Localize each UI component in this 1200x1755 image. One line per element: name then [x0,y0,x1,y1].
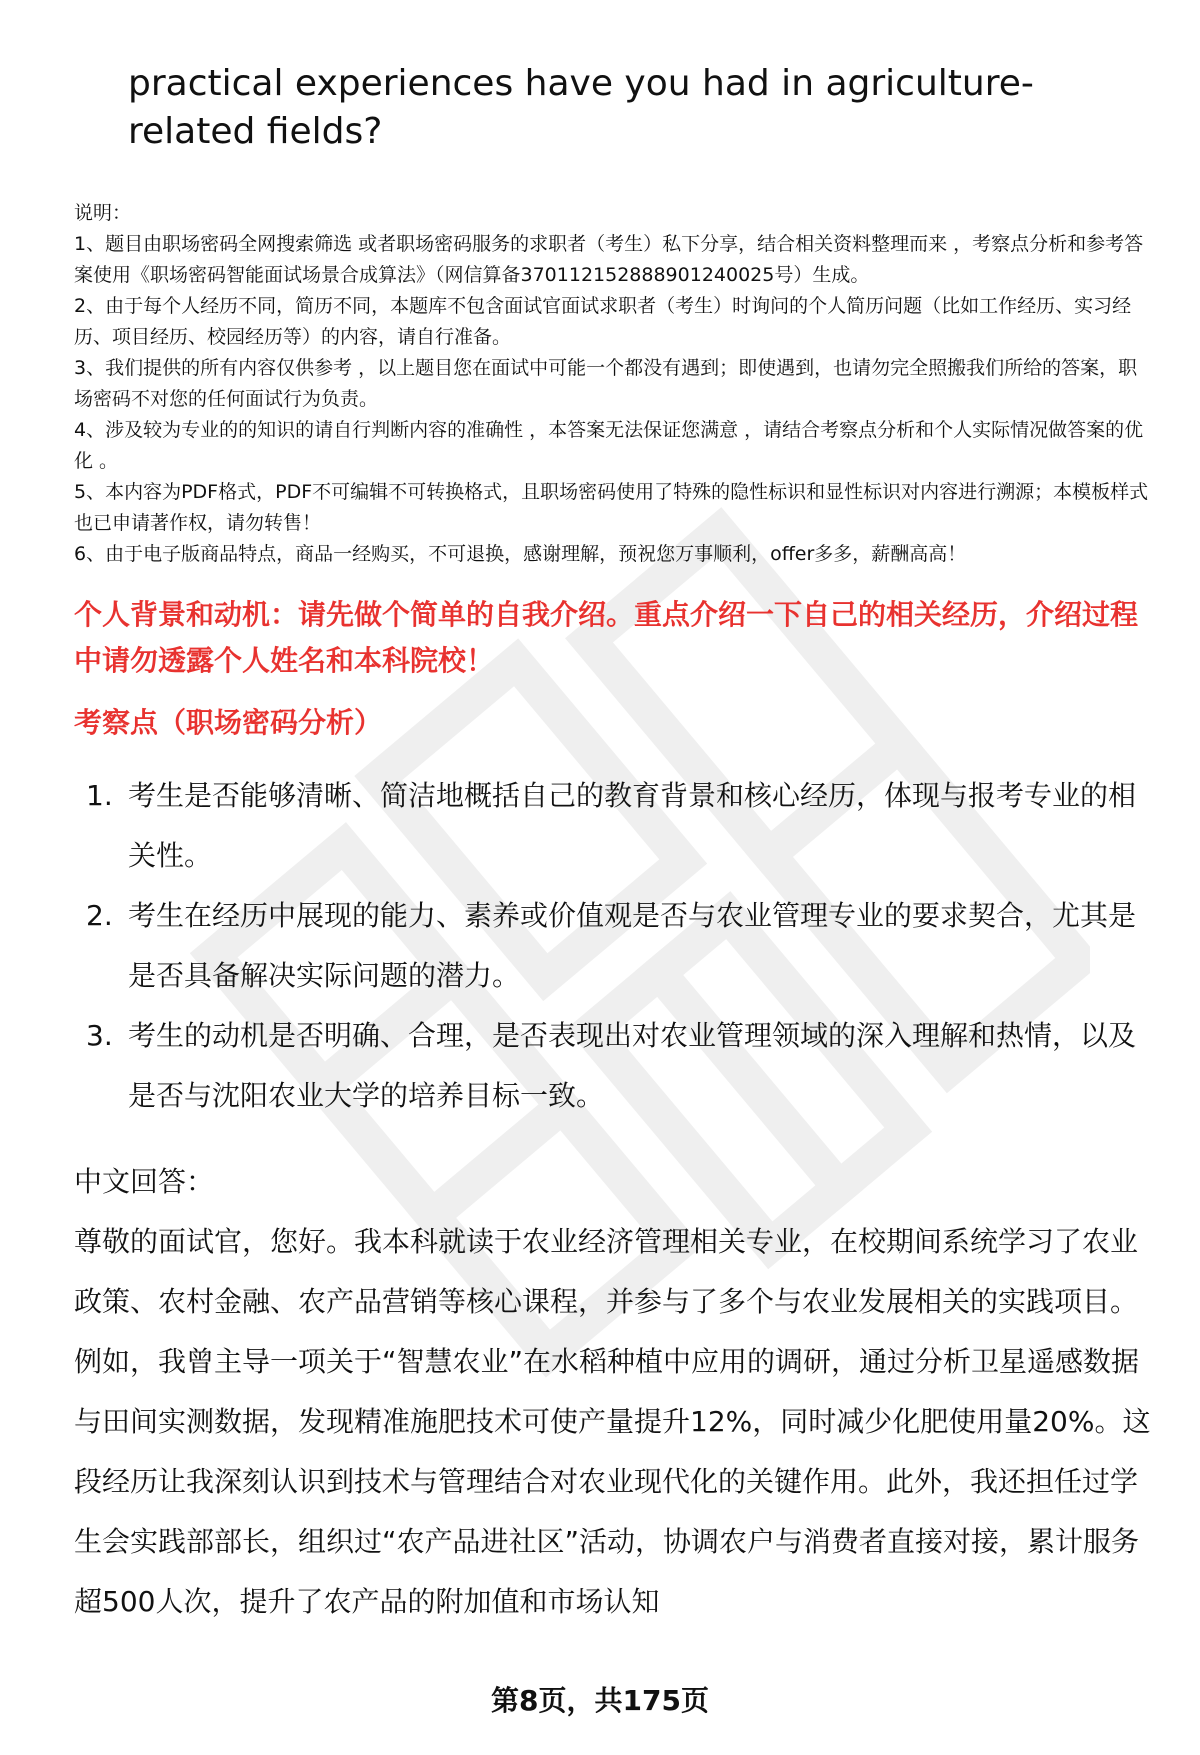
intro-question-text: practical experiences have you had in agriculture-related fields? [128,63,1034,152]
analysis-point [74,886,1154,1006]
point-number: 3. [86,1019,113,1052]
question-heading: 个人背景和动机：请先做个简单的自我介绍。重点介绍一下自己的相关经历，介绍过程中请勿透露个人姓名和本科院校！ [74,598,1139,677]
note-item: 4、涉及较为专业的的知识的请自行判断内容的准确性 ，本答案无法保证您满意 ，请结合考察点分析和个人实际情况做答案的优化 。 [74,419,1144,472]
analysis-point [74,1006,1154,1126]
point-number: 2. [86,899,113,932]
note-item: 6、由于电子版商品特点，商品一经购买，不可退换，感谢理解，预祝您万事顺利，offer多多，薪酬高高！ [74,543,967,565]
answer-body: 尊敬的面试官，您好。我本科就读于农业经济管理相关专业，在校期间系统学习了农业政策、农村金融、农产品营销等核心课程，并参与了多个与农业发展相关的实践项目。例如，我曾主导一项关于“智慧农业”在水稻种植中应用的调研，通过分析卫星遥感数据与田间实测数据，发现精准施肥技术可使产量提升12%，同时减少化肥使用量20%。这段经历让我深刻认识到技术与管理结合对农业现代化的关键作用。此外，我还担任过学生会实践部部长，组织过“农产品进社区”活动，协调农户与消费者直接对接，累计服务超500人次，提升了农产品的附加值和市场认知 [74,1225,1151,1618]
point-text: 考生的动机是否明确、合理，是否表现出对农业管理领域的深入理解和热情，以及是否与沈阳农业大学的培养目标一致。 [128,1019,1137,1112]
notes-section [74,198,1154,570]
note-item: 2、由于每个人经历不同，简历不同，本题库不包含面试官面试求职者（考生）时询问的个人简历问题（比如工作经历、实习经历、项目经历、校园经历等）的内容，请自行准备。 [74,295,1132,348]
page-number: 第8页，共175页 [491,1684,709,1717]
page-content [74,0,1154,1632]
note-item: 1、题目由职场密码全网搜索筛选 或者职场密码服务的求职者（考生）私下分享，结合相关资料整理而来 ，考察点分析和参考答案使用《职场密码智能面试场景合成算法》（网信算备370112152888901240025号）生成。 [74,233,1144,286]
note-item: 3、我们提供的所有内容仅供参考 ，以上题目您在面试中可能一个都没有遇到；即使遇到，也请勿完全照搬我们所给的答案，职场密码不对您的任何面试行为负责。 [74,357,1138,410]
point-text: 考生是否能够清晰、简洁地概括自己的教育背景和核心经历，体现与报考专业的相关性。 [128,779,1137,872]
analysis-point [74,766,1154,886]
analysis-heading: 考察点（职场密码分析） [74,706,383,739]
analysis-point-list [74,766,1154,1126]
point-text: 考生在经历中展现的能力、素养或价值观是否与农业管理专业的要求契合，尤其是是否具备解决实际问题的潜力。 [128,899,1137,992]
note-item: 5、本内容为PDF格式，PDF不可编辑不可转换格式，且职场密码使用了特殊的隐性标识和显性标识对内容进行溯源；本模板样式也已申请著作权，请勿转售！ [74,481,1149,534]
point-number: 1. [86,779,113,812]
answer-title: 中文回答： [74,1165,215,1198]
notes-title: 说明： [74,202,132,224]
